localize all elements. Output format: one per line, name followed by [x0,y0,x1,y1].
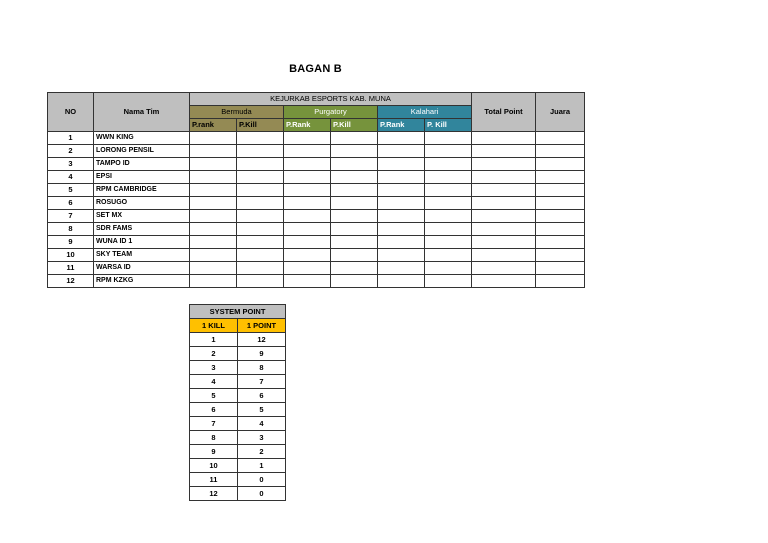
placement-cell: 7 [190,417,238,431]
header-map-bermuda: Bermuda [190,106,284,119]
standings-body [48,132,585,288]
score-cell [378,171,425,184]
system-point-row [190,389,286,403]
row-number: 1 [48,132,94,145]
system-point-head-kill: 1 KILL [190,319,238,333]
header-bermuda-rank: P.rank [190,119,237,132]
team-name: SET MX [94,210,190,223]
score-cell [237,197,284,210]
header-total: Total Point [472,93,536,132]
score-cell [472,171,536,184]
point-cell: 9 [238,347,286,361]
score-cell [378,132,425,145]
table-row [48,236,585,249]
team-name: WWN KING [94,132,190,145]
score-cell [237,171,284,184]
score-cell [237,223,284,236]
score-cell [284,197,331,210]
table-row [48,223,585,236]
score-cell [378,210,425,223]
score-cell [331,210,378,223]
score-cell [237,184,284,197]
score-cell [190,210,237,223]
score-cell [472,145,536,158]
header-purgatory-rank: P.Rank [284,119,331,132]
score-cell [425,171,472,184]
header-kalahari-kill: P. Kill [425,119,472,132]
score-cell [378,184,425,197]
score-cell [190,275,237,288]
team-name: EPSI [94,171,190,184]
score-cell [536,223,585,236]
standings-table [47,92,585,288]
row-number: 12 [48,275,94,288]
score-cell [284,158,331,171]
score-cell [284,210,331,223]
table-row [48,197,585,210]
score-cell [425,145,472,158]
score-cell [472,262,536,275]
score-cell [331,249,378,262]
row-number: 6 [48,197,94,210]
score-cell [237,145,284,158]
placement-cell: 6 [190,403,238,417]
score-cell [237,236,284,249]
team-name: SDR FAMS [94,223,190,236]
team-name: TAMPO ID [94,158,190,171]
score-cell [331,262,378,275]
team-name: SKY TEAM [94,249,190,262]
header-event: KEJURKAB ESPORTS KAB. MUNA [190,93,472,106]
score-cell [425,197,472,210]
placement-cell: 1 [190,333,238,347]
score-cell [190,145,237,158]
score-cell [425,132,472,145]
placement-cell: 4 [190,375,238,389]
system-point-row [190,431,286,445]
score-cell [378,158,425,171]
point-cell: 7 [238,375,286,389]
page-title: BAGAN B [289,63,342,75]
team-name: RPM KZKG [94,275,190,288]
score-cell [190,197,237,210]
placement-cell: 8 [190,431,238,445]
row-number: 3 [48,158,94,171]
point-cell: 0 [238,487,286,501]
system-point-row [190,445,286,459]
table-row [48,275,585,288]
score-cell [190,171,237,184]
system-point-row [190,375,286,389]
score-cell [331,275,378,288]
score-cell [425,210,472,223]
score-cell [331,132,378,145]
header-juara: Juara [536,93,585,132]
point-cell: 8 [238,361,286,375]
score-cell [284,184,331,197]
score-cell [472,210,536,223]
system-point-row [190,459,286,473]
score-cell [190,249,237,262]
system-point-head-point: 1 POINT [238,319,286,333]
score-cell [378,223,425,236]
row-number: 10 [48,249,94,262]
system-point-row [190,403,286,417]
table-row [48,145,585,158]
score-cell [190,236,237,249]
point-cell: 12 [238,333,286,347]
row-number: 8 [48,223,94,236]
table-row [48,262,585,275]
score-cell [237,210,284,223]
score-cell [237,262,284,275]
row-number: 5 [48,184,94,197]
score-cell [472,158,536,171]
score-cell [284,262,331,275]
placement-cell: 3 [190,361,238,375]
score-cell [536,249,585,262]
score-cell [237,158,284,171]
system-point-title: SYSTEM POINT [190,305,286,319]
score-cell [190,158,237,171]
score-cell [284,275,331,288]
score-cell [536,197,585,210]
score-cell [378,197,425,210]
score-cell [190,223,237,236]
header-map-kalahari: Kalahari [378,106,472,119]
score-cell [472,249,536,262]
score-cell [536,236,585,249]
score-cell [536,171,585,184]
table-row [48,210,585,223]
placement-cell: 10 [190,459,238,473]
system-point-table [189,304,286,501]
team-name: RPM CAMBRIDGE [94,184,190,197]
score-cell [472,184,536,197]
score-cell [378,249,425,262]
score-cell [331,223,378,236]
score-cell [536,158,585,171]
score-cell [190,184,237,197]
score-cell [425,223,472,236]
header-team: Nama Tim [94,93,190,132]
score-cell [472,223,536,236]
score-cell [425,262,472,275]
score-cell [378,262,425,275]
header-purgatory-kill: P.Kill [331,119,378,132]
placement-cell: 9 [190,445,238,459]
score-cell [284,132,331,145]
score-cell [472,236,536,249]
header-no: NO [48,93,94,132]
placement-cell: 11 [190,473,238,487]
row-number: 2 [48,145,94,158]
score-cell [190,262,237,275]
table-row [48,184,585,197]
score-cell [472,275,536,288]
placement-cell: 2 [190,347,238,361]
score-cell [378,236,425,249]
system-point-row [190,417,286,431]
score-cell [378,275,425,288]
score-cell [331,197,378,210]
point-cell: 3 [238,431,286,445]
score-cell [536,184,585,197]
score-cell [378,145,425,158]
point-cell: 1 [238,459,286,473]
score-cell [536,262,585,275]
point-cell: 6 [238,389,286,403]
team-name: WARSA ID [94,262,190,275]
system-point-row [190,487,286,501]
table-row [48,171,585,184]
team-name: ROSUGO [94,197,190,210]
placement-cell: 5 [190,389,238,403]
score-cell [331,158,378,171]
score-cell [237,249,284,262]
score-cell [472,132,536,145]
system-point-row [190,333,286,347]
score-cell [331,145,378,158]
system-point-row [190,361,286,375]
score-cell [284,236,331,249]
score-cell [284,249,331,262]
score-cell [237,275,284,288]
score-cell [331,184,378,197]
point-cell: 2 [238,445,286,459]
header-map-purgatory: Purgatory [284,106,378,119]
row-number: 4 [48,171,94,184]
table-row [48,158,585,171]
point-cell: 4 [238,417,286,431]
point-cell: 5 [238,403,286,417]
system-point-body [190,333,286,501]
score-cell [190,132,237,145]
score-cell [237,132,284,145]
placement-cell: 12 [190,487,238,501]
team-name: WUNA ID 1 [94,236,190,249]
score-cell [536,275,585,288]
point-cell: 0 [238,473,286,487]
score-cell [425,236,472,249]
score-cell [425,184,472,197]
score-cell [425,158,472,171]
score-cell [425,249,472,262]
score-cell [536,210,585,223]
system-point-row [190,347,286,361]
header-kalahari-rank: P.Rank [378,119,425,132]
score-cell [284,171,331,184]
score-cell [536,132,585,145]
table-row [48,132,585,145]
team-name: LORONG PENSIL [94,145,190,158]
score-cell [331,171,378,184]
score-cell [284,145,331,158]
score-cell [536,145,585,158]
row-number: 9 [48,236,94,249]
score-cell [284,223,331,236]
table-row [48,249,585,262]
score-cell [472,197,536,210]
row-number: 11 [48,262,94,275]
score-cell [331,236,378,249]
row-number: 7 [48,210,94,223]
header-bermuda-kill: P.Kill [237,119,284,132]
system-point-row [190,473,286,487]
score-cell [425,275,472,288]
